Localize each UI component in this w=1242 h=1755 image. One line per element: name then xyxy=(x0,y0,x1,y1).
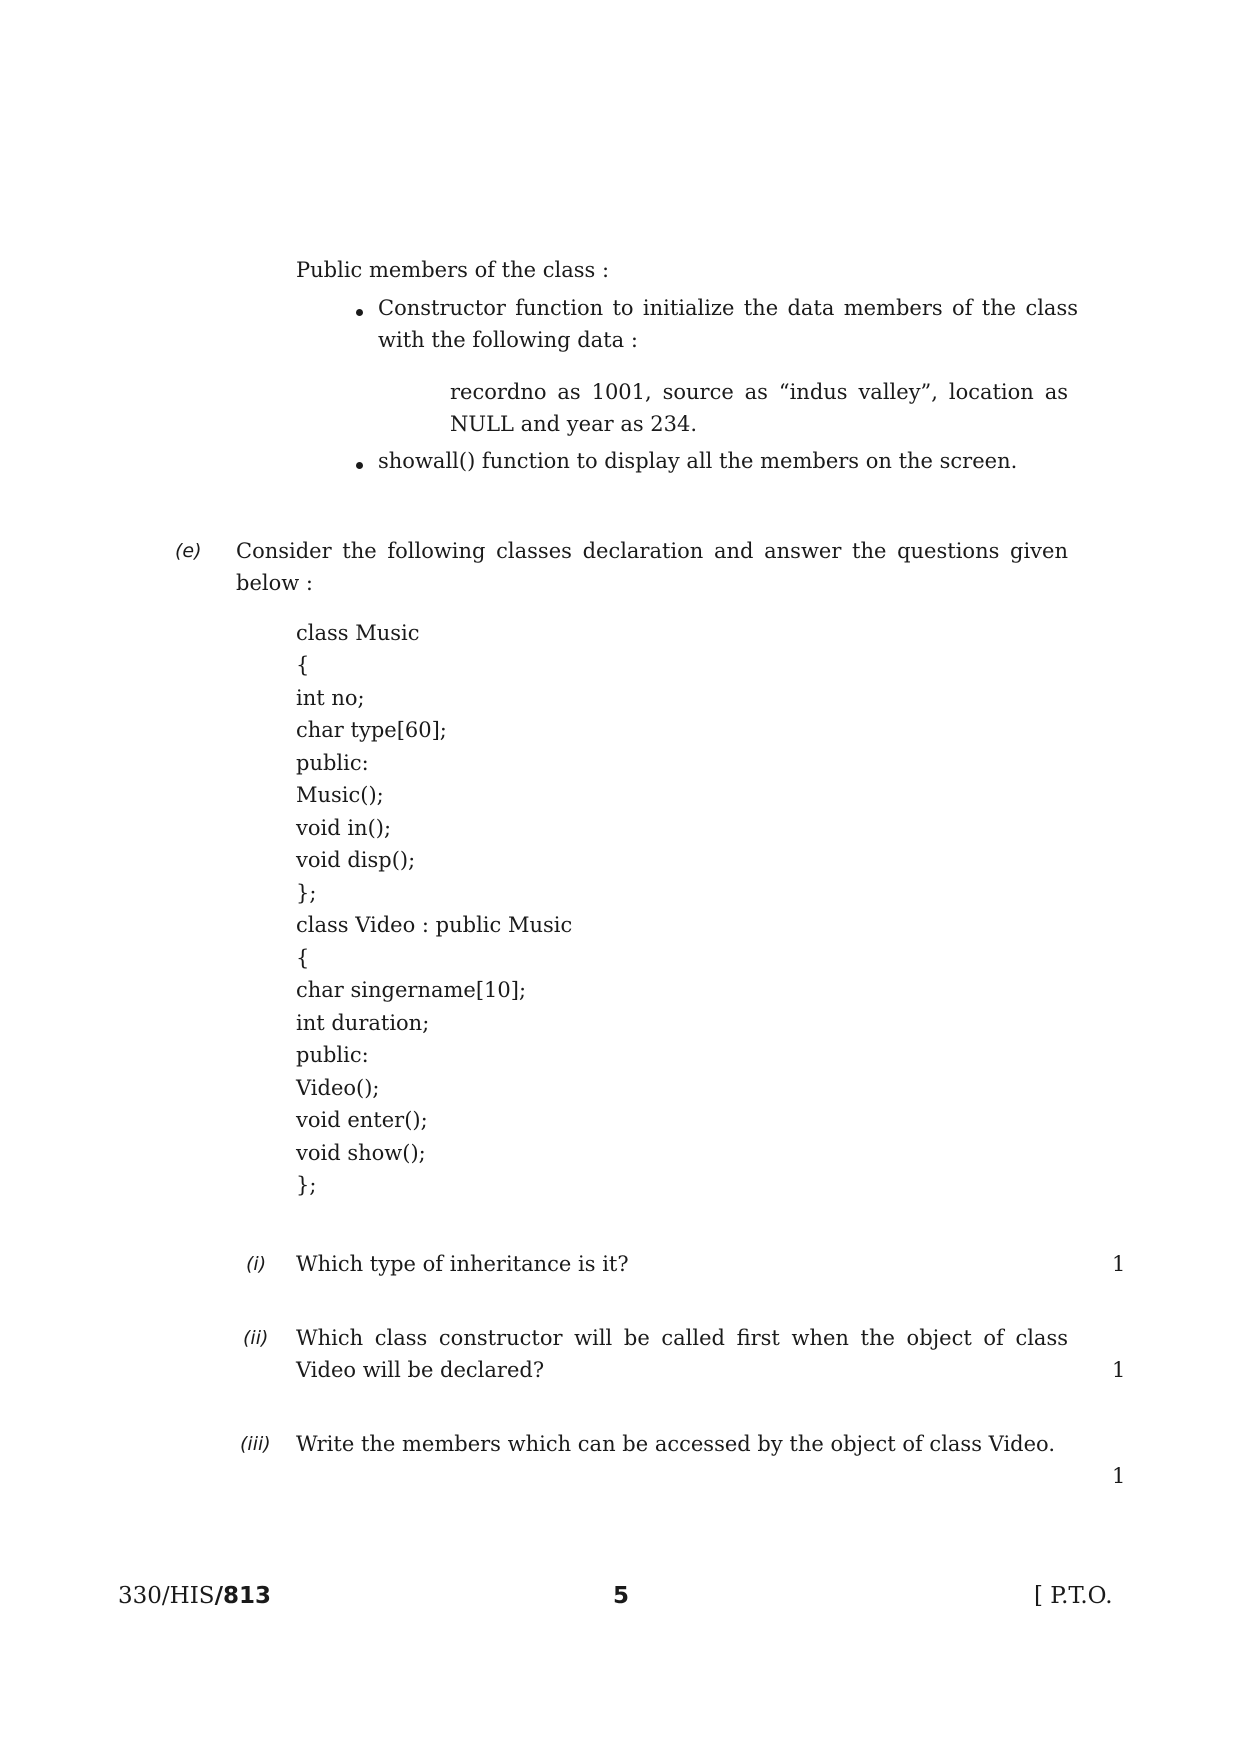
subquestion-i-label: (i) xyxy=(246,1253,267,1275)
code-line: }; xyxy=(296,881,317,905)
pto-marker: [ P.T.O. xyxy=(1034,1583,1113,1609)
question-e-text: Consider the following classes declaration and answer the questions given below : xyxy=(236,539,1068,595)
code-line: class Video : public Music xyxy=(296,913,573,937)
subquestion-iii-text: Write the members which can be accessed by the object of class Video. xyxy=(296,1432,1055,1456)
subquestion-iii-marks: 1 xyxy=(1112,1464,1126,1488)
code-line: void enter(); xyxy=(296,1108,428,1132)
code-line: void disp(); xyxy=(296,848,416,872)
code-line: { xyxy=(296,653,310,677)
subquestion-iii-label: (iii) xyxy=(240,1433,271,1455)
subquestion-i-marks: 1 xyxy=(1112,1252,1126,1276)
public-members-heading: Public members of the class : xyxy=(296,258,610,282)
bullet-showall-text: showall() function to display all the members on the screen. xyxy=(378,449,1018,473)
code-line: void show(); xyxy=(296,1141,426,1165)
code-line: char type[60]; xyxy=(296,718,447,742)
code-line: { xyxy=(296,946,310,970)
paper-code-number: /813 xyxy=(214,1583,271,1609)
code-line: public: xyxy=(296,1043,369,1067)
code-line: void in(); xyxy=(296,816,392,840)
subquestion-ii-marks: 1 xyxy=(1112,1358,1126,1382)
code-line: int no; xyxy=(296,686,365,710)
bullet-icon xyxy=(356,309,363,316)
subquestion-ii-text: Which class constructor will be called first when the object of class Video will be declared? xyxy=(296,1326,1068,1382)
subquestion-ii-label: (ii) xyxy=(243,1327,269,1349)
constructor-data-text: recordno as 1001, source as “indus valley”, location as NULL and year as 234. xyxy=(450,380,1068,436)
code-line: class Music xyxy=(296,621,420,645)
paper-code xyxy=(118,1580,271,1612)
bullet-constructor-text: Constructor function to initialize the data members of the class with the following data : xyxy=(378,296,1078,352)
code-line: }; xyxy=(296,1173,317,1197)
code-line: public: xyxy=(296,751,369,775)
question-e-label: (e) xyxy=(175,540,202,562)
paper-code-prefix: 330/HIS xyxy=(118,1583,215,1609)
code-line: char singername[10]; xyxy=(296,978,527,1002)
page-number: 5 xyxy=(613,1583,630,1609)
code-line: Video(); xyxy=(296,1076,380,1100)
code-line: int duration; xyxy=(296,1011,430,1035)
bullet-icon xyxy=(356,462,363,469)
code-line: Music(); xyxy=(296,783,384,807)
subquestion-i-text: Which type of inheritance is it? xyxy=(296,1252,629,1276)
